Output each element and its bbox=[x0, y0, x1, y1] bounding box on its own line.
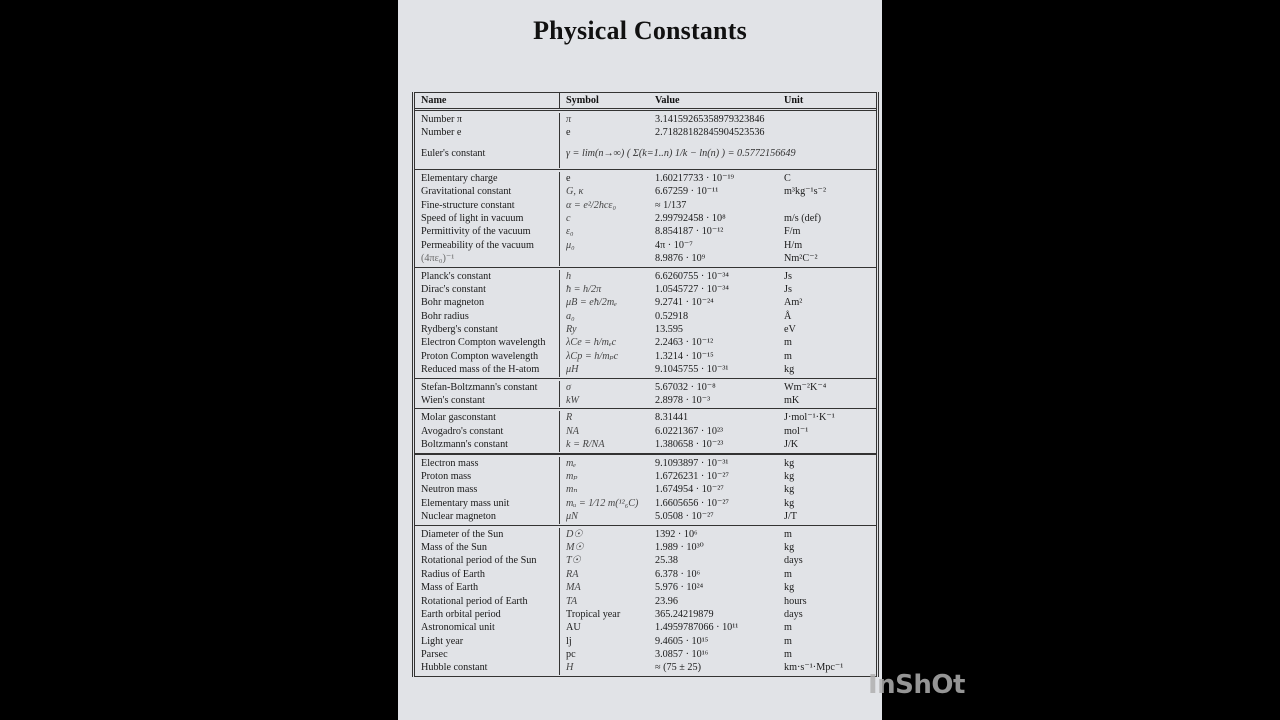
cell-symbol: mᵤ = 1⁄12 m(¹²₆C) bbox=[566, 497, 639, 509]
table-body bbox=[415, 111, 876, 677]
cell-symbol: M☉ bbox=[566, 541, 584, 553]
cell-symbol: kW bbox=[566, 395, 580, 407]
cell-symbol: R bbox=[566, 412, 573, 424]
cell-symbol: h bbox=[566, 270, 572, 282]
cell-unit: kg bbox=[784, 582, 795, 594]
table-row bbox=[415, 323, 876, 336]
cell-unit: J/T bbox=[784, 511, 798, 523]
cell-formula: γ = lim(n→∞) ( Σ(k=1..n) 1/k − ln(n) ) = 0.5772156649 bbox=[566, 147, 796, 159]
cell-unit: Js bbox=[784, 270, 792, 282]
table-row bbox=[415, 411, 876, 424]
table-row bbox=[415, 497, 876, 510]
table-row bbox=[415, 283, 876, 296]
cell-name: Rotational period of the Sun bbox=[415, 554, 560, 567]
cell-name: Earth orbital period bbox=[415, 608, 560, 621]
cell-unit: kg bbox=[784, 541, 795, 553]
cell-symbol: RA bbox=[566, 568, 579, 580]
table-row bbox=[415, 528, 876, 541]
cell-symbol: MA bbox=[566, 582, 581, 594]
table-row bbox=[415, 541, 876, 554]
cell-value: 9.1093897 · 10⁻³¹ bbox=[655, 457, 729, 469]
cell-value: 1.674954 · 10⁻²⁷ bbox=[655, 484, 724, 496]
table-row bbox=[415, 212, 876, 225]
cell-unit: mK bbox=[784, 395, 800, 407]
cell-unit: C bbox=[784, 172, 791, 184]
table-row bbox=[415, 470, 876, 483]
cell-unit: kg bbox=[784, 497, 795, 509]
table-row bbox=[415, 661, 876, 674]
cell-value: 1.6605656 · 10⁻²⁷ bbox=[655, 497, 729, 509]
cell-name: Astronomical unit bbox=[415, 621, 560, 634]
cell-unit bbox=[784, 126, 876, 139]
cell-name: Rotational period of Earth bbox=[415, 595, 560, 608]
table-row bbox=[415, 438, 876, 451]
cell-symbol: mₑ bbox=[566, 457, 577, 469]
cell-value: 1.989 · 10³⁰ bbox=[655, 541, 704, 553]
table-row bbox=[415, 336, 876, 349]
cell-symbol: α = e²/2hcε₀ bbox=[566, 199, 616, 211]
table-row bbox=[415, 510, 876, 523]
table-group bbox=[415, 268, 876, 379]
cell-value: 6.0221367 · 10²³ bbox=[655, 425, 724, 437]
cell-symbol: T☉ bbox=[566, 555, 581, 567]
cell-unit: Wm⁻²K⁻⁴ bbox=[784, 381, 827, 393]
cell-symbol: σ bbox=[566, 381, 572, 393]
cell-name: Euler's constant bbox=[415, 140, 560, 168]
cell-value: 23.96 bbox=[655, 595, 678, 607]
cell-name: Stefan-Boltzmann's constant bbox=[415, 381, 560, 394]
cell-name: Fine-structure constant bbox=[415, 199, 560, 212]
table-row bbox=[415, 457, 876, 470]
cell-name: Electron mass bbox=[415, 457, 560, 470]
cell-unit: m bbox=[784, 528, 792, 540]
cell-name: Wien's constant bbox=[415, 394, 560, 407]
cell-value: 365.24219879 bbox=[655, 608, 714, 620]
table-row bbox=[415, 199, 876, 212]
cell-unit bbox=[784, 113, 876, 126]
cell-symbol: k = R/NA bbox=[566, 439, 605, 451]
cell-unit: Å bbox=[784, 310, 792, 322]
cell-value: 2.99792458 · 10⁸ bbox=[655, 212, 726, 224]
cell-unit: m bbox=[784, 350, 792, 362]
cell-symbol: a₀ bbox=[566, 310, 575, 322]
cell-name: Mass of the Sun bbox=[415, 541, 560, 554]
table-row bbox=[415, 381, 876, 394]
table-group bbox=[415, 409, 876, 454]
cell-name: Gravitational constant bbox=[415, 185, 560, 198]
header-symbol: Symbol bbox=[566, 95, 599, 106]
cell-name: Neutron mass bbox=[415, 483, 560, 496]
cell-symbol: lj bbox=[566, 635, 572, 647]
cell-value: 1392 · 10⁶ bbox=[655, 528, 698, 540]
cell-unit: J·mol⁻¹·K⁻¹ bbox=[784, 412, 835, 424]
cell-value: 3.0857 · 10¹⁶ bbox=[655, 649, 709, 661]
cell-value: 9.2741 · 10⁻²⁴ bbox=[655, 297, 714, 309]
cell-unit: kg bbox=[784, 457, 795, 469]
cell-unit: m bbox=[784, 649, 792, 661]
cell-unit: days bbox=[784, 608, 803, 620]
cell-value: 2.71828182845904523536 bbox=[655, 127, 765, 139]
table-group bbox=[415, 111, 876, 170]
cell-value: 5.67032 · 10⁻⁸ bbox=[655, 381, 716, 393]
table-row bbox=[415, 621, 876, 634]
table-row bbox=[415, 252, 876, 265]
cell-value: 5.0508 · 10⁻²⁷ bbox=[655, 511, 714, 523]
cell-value: 9.1045755 · 10⁻³¹ bbox=[655, 364, 729, 376]
cell-name: Reduced mass of the H-atom bbox=[415, 363, 560, 376]
header-unit: Unit bbox=[784, 95, 804, 106]
cell-name: Nuclear magneton bbox=[415, 510, 560, 523]
cell-symbol bbox=[560, 252, 651, 265]
cell-symbol: AU bbox=[566, 622, 581, 634]
table-row bbox=[415, 608, 876, 621]
cell-value: 6.6260755 · 10⁻³⁴ bbox=[655, 270, 729, 282]
table-row bbox=[415, 350, 876, 363]
cell-name: Rydberg's constant bbox=[415, 323, 560, 336]
table-row bbox=[415, 270, 876, 283]
cell-symbol: c bbox=[566, 212, 571, 224]
cell-unit: m³kg⁻¹s⁻² bbox=[784, 186, 826, 198]
cell-value: 1.6726231 · 10⁻²⁷ bbox=[655, 470, 729, 482]
cell-name: Molar gasconstant bbox=[415, 411, 560, 424]
cell-name: Elementary charge bbox=[415, 172, 560, 185]
cell-unit: F/m bbox=[784, 226, 801, 238]
table-row bbox=[415, 239, 876, 252]
cell-symbol: D☉ bbox=[566, 528, 583, 540]
cell-name: Planck's constant bbox=[415, 270, 560, 283]
cell-symbol: TA bbox=[566, 595, 578, 607]
cell-symbol: e bbox=[566, 127, 571, 139]
table-group bbox=[415, 455, 876, 526]
cell-unit: m/s (def) bbox=[784, 212, 822, 224]
cell-name: Hubble constant bbox=[415, 661, 560, 674]
cell-value: 1.60217733 · 10⁻¹⁹ bbox=[655, 172, 735, 184]
cell-value: 1.380658 · 10⁻²³ bbox=[655, 439, 724, 451]
table-row bbox=[415, 581, 876, 594]
table-row bbox=[415, 113, 876, 126]
table-row bbox=[415, 483, 876, 496]
cell-name: Light year bbox=[415, 635, 560, 648]
cell-name: Proton Compton wavelength bbox=[415, 350, 560, 363]
cell-name: Permittivity of the vacuum bbox=[415, 225, 560, 238]
cell-value: 0.52918 bbox=[655, 310, 689, 322]
cell-value: 1.3214 · 10⁻¹⁵ bbox=[655, 350, 714, 362]
cell-symbol: μH bbox=[566, 364, 579, 376]
table-group bbox=[415, 170, 876, 268]
table-row bbox=[415, 140, 876, 168]
cell-unit: kg bbox=[784, 470, 795, 482]
table-row bbox=[415, 185, 876, 198]
cell-unit: Am² bbox=[784, 297, 803, 309]
cell-value: 13.595 bbox=[655, 324, 684, 336]
cell-unit: m bbox=[784, 635, 792, 647]
cell-value: 1.4959787066 · 10¹¹ bbox=[655, 622, 739, 634]
cell-value: 2.8978 · 10⁻³ bbox=[655, 395, 711, 407]
cell-unit: m bbox=[784, 622, 792, 634]
table-row bbox=[415, 310, 876, 323]
cell-name: Bohr magneton bbox=[415, 296, 560, 309]
cell-symbol: μN bbox=[566, 511, 578, 523]
cell-symbol: λCe = h/mₑc bbox=[566, 337, 617, 349]
cell-symbol: Tropical year bbox=[566, 608, 621, 620]
table-group bbox=[415, 379, 876, 410]
cell-symbol: mₙ bbox=[566, 484, 578, 496]
cell-unit: kg bbox=[784, 484, 795, 496]
table-row bbox=[415, 425, 876, 438]
cell-name: Proton mass bbox=[415, 470, 560, 483]
cell-value: ≈ 1/137 bbox=[655, 199, 687, 211]
cell-name: Parsec bbox=[415, 648, 560, 661]
table-row bbox=[415, 126, 876, 139]
document-page bbox=[398, 0, 882, 720]
table-row bbox=[415, 554, 876, 567]
cell-symbol: λCp = h/mₚc bbox=[566, 350, 619, 362]
cell-name: Permeability of the vacuum bbox=[415, 239, 560, 252]
cell-unit: eV bbox=[784, 324, 796, 336]
table-row bbox=[415, 635, 876, 648]
cell-value: 1.0545727 · 10⁻³⁴ bbox=[655, 283, 729, 295]
cell-unit: m bbox=[784, 568, 792, 580]
header-value: Value bbox=[655, 95, 680, 106]
cell-symbol: ε₀ bbox=[566, 226, 574, 238]
cell-symbol: G, κ bbox=[566, 186, 584, 198]
cell-value: 4π · 10⁻⁷ bbox=[655, 239, 693, 251]
cell-unit: days bbox=[784, 555, 803, 567]
cell-unit: Js bbox=[784, 283, 792, 295]
cell-name: Avogadro's constant bbox=[415, 425, 560, 438]
cell-symbol: H bbox=[566, 662, 574, 674]
cell-name: Dirac's constant bbox=[415, 283, 560, 296]
cell-name: Radius of Earth bbox=[415, 568, 560, 581]
table-group bbox=[415, 526, 876, 677]
cell-symbol: Ry bbox=[566, 324, 577, 336]
cell-name: Boltzmann's constant bbox=[415, 438, 560, 451]
table-row bbox=[415, 568, 876, 581]
cell-name: Number π bbox=[415, 113, 560, 126]
cell-unit bbox=[784, 199, 876, 212]
cell-unit: mol⁻¹ bbox=[784, 425, 809, 437]
cell-name: Diameter of the Sun bbox=[415, 528, 560, 541]
cell-value: 6.378 · 10⁶ bbox=[655, 568, 701, 580]
constants-table bbox=[412, 92, 879, 677]
cell-name: Speed of light in vacuum bbox=[415, 212, 560, 225]
cell-name: Electron Compton wavelength bbox=[415, 336, 560, 349]
cell-symbol: pc bbox=[566, 649, 576, 661]
cell-unit: J/K bbox=[784, 439, 799, 451]
table-row bbox=[415, 172, 876, 185]
table-row bbox=[415, 595, 876, 608]
cell-value: 25.38 bbox=[655, 555, 678, 567]
cell-value: 8.9876 · 10⁹ bbox=[655, 253, 706, 265]
cell-value: 9.4605 · 10¹⁵ bbox=[655, 635, 709, 647]
cell-name: Elementary mass unit bbox=[415, 497, 560, 510]
cell-name: (4πε₀)⁻¹ bbox=[415, 252, 560, 265]
cell-symbol: π bbox=[566, 114, 572, 125]
cell-name: Bohr radius bbox=[415, 310, 560, 323]
cell-symbol: μ₀ bbox=[566, 239, 575, 251]
cell-symbol: NA bbox=[566, 425, 580, 437]
inshot-watermark: InShOt bbox=[868, 670, 965, 700]
cell-value: 5.976 · 10²⁴ bbox=[655, 582, 704, 594]
cell-value: 8.854187 · 10⁻¹² bbox=[655, 226, 724, 238]
cell-unit: H/m bbox=[784, 239, 803, 251]
cell-unit: km·s⁻¹·Mpc⁻¹ bbox=[784, 662, 844, 674]
cell-name: Number e bbox=[415, 126, 560, 139]
table-row bbox=[415, 363, 876, 376]
table-row bbox=[415, 225, 876, 238]
cell-value: 2.2463 · 10⁻¹² bbox=[655, 337, 714, 349]
cell-value: 6.67259 · 10⁻¹¹ bbox=[655, 186, 719, 198]
cell-unit: kg bbox=[784, 364, 795, 376]
table-header bbox=[415, 92, 876, 111]
page-title: Physical Constants bbox=[533, 16, 747, 45]
cell-symbol: mₚ bbox=[566, 470, 578, 482]
cell-value: ≈ (75 ± 25) bbox=[655, 662, 701, 674]
cell-name: Mass of Earth bbox=[415, 581, 560, 594]
header-name: Name bbox=[415, 93, 560, 108]
cell-unit: hours bbox=[784, 595, 807, 607]
cell-symbol: e bbox=[566, 172, 571, 184]
cell-value: 8.31441 bbox=[655, 412, 689, 424]
cell-symbol: μB = eħ/2mₑ bbox=[566, 297, 617, 309]
table-row bbox=[415, 394, 876, 407]
cell-symbol: ħ = h/2π bbox=[566, 283, 602, 295]
table-row bbox=[415, 296, 876, 309]
cell-unit: m bbox=[784, 337, 792, 349]
cell-value: 3.14159265358979323846 bbox=[655, 114, 765, 125]
table-row bbox=[415, 648, 876, 661]
cell-unit: Nm²C⁻² bbox=[784, 253, 818, 265]
